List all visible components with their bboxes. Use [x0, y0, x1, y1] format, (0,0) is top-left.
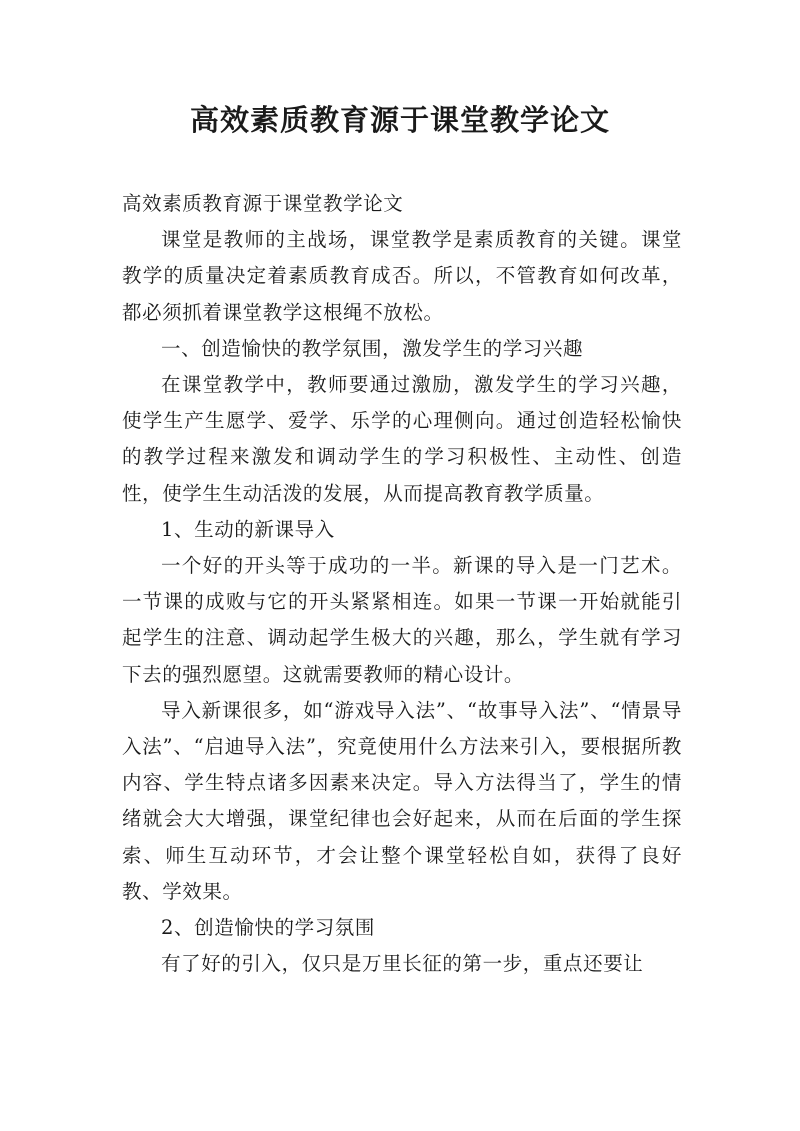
paragraph-intro-methods: 导入新课很多，如“游戏导入法”、“故事导入法”、“情景导入法”、“启迪导入法”，究竟使用什么方法来引入，要根据所教内容、学生特点诸多因素来决定。导入方法得当了，学生的情绪就会大大增强，课堂纪律也会好起来，从而在后面的学生探索、师生互动环节，才会让整个课堂轻松自如，获得了良好教、学效果。 [122, 698, 682, 903]
paragraph-new-lesson: 一个好的开头等于成功的一半。新课的导入是一门艺术。一节课的成败与它的开头紧紧相连。如果一节课一开始就能引起学生的注意、调动起学生极大的兴趣，那么，学生就有学习下去的强烈愿望。这就需要教师的精心设计。 [122, 554, 682, 686]
paragraph-subtitle: 高效素质教育源于课堂教学论文 [122, 192, 404, 215]
paragraph-intro: 课堂是教师的主战场，课堂教学是素质教育的关键。课堂教学的质量决定着素质教育成否。所以，不管教育如何改革，都必须抓着课堂教学这根绳不放松。 [122, 228, 682, 324]
document-body [122, 186, 682, 982]
subheading-2: 2、创造愉快的学习氛围 [161, 916, 376, 940]
paragraph-section-1: 在课堂教学中，教师要通过激励，激发学生的学习兴趣，使学生产生愿学、爱学、乐学的心理侧向。通过创造轻松愉快的教学过程来激发和调动学生的学习积极性、主动性、创造性，使学生生动活泼的发展，从而提高教育教学质量。 [122, 373, 682, 505]
subheading-1: 1、生动的新课导入 [161, 517, 335, 541]
paragraph-continued: 有了好的引入，仅只是万里长征的第一步，重点还要让 [161, 952, 644, 976]
document-title: 高效素质教育源于课堂教学论文 [189, 103, 610, 137]
section-heading-1: 一、创造愉快的教学氛围，激发学生的学习兴趣 [161, 336, 584, 360]
